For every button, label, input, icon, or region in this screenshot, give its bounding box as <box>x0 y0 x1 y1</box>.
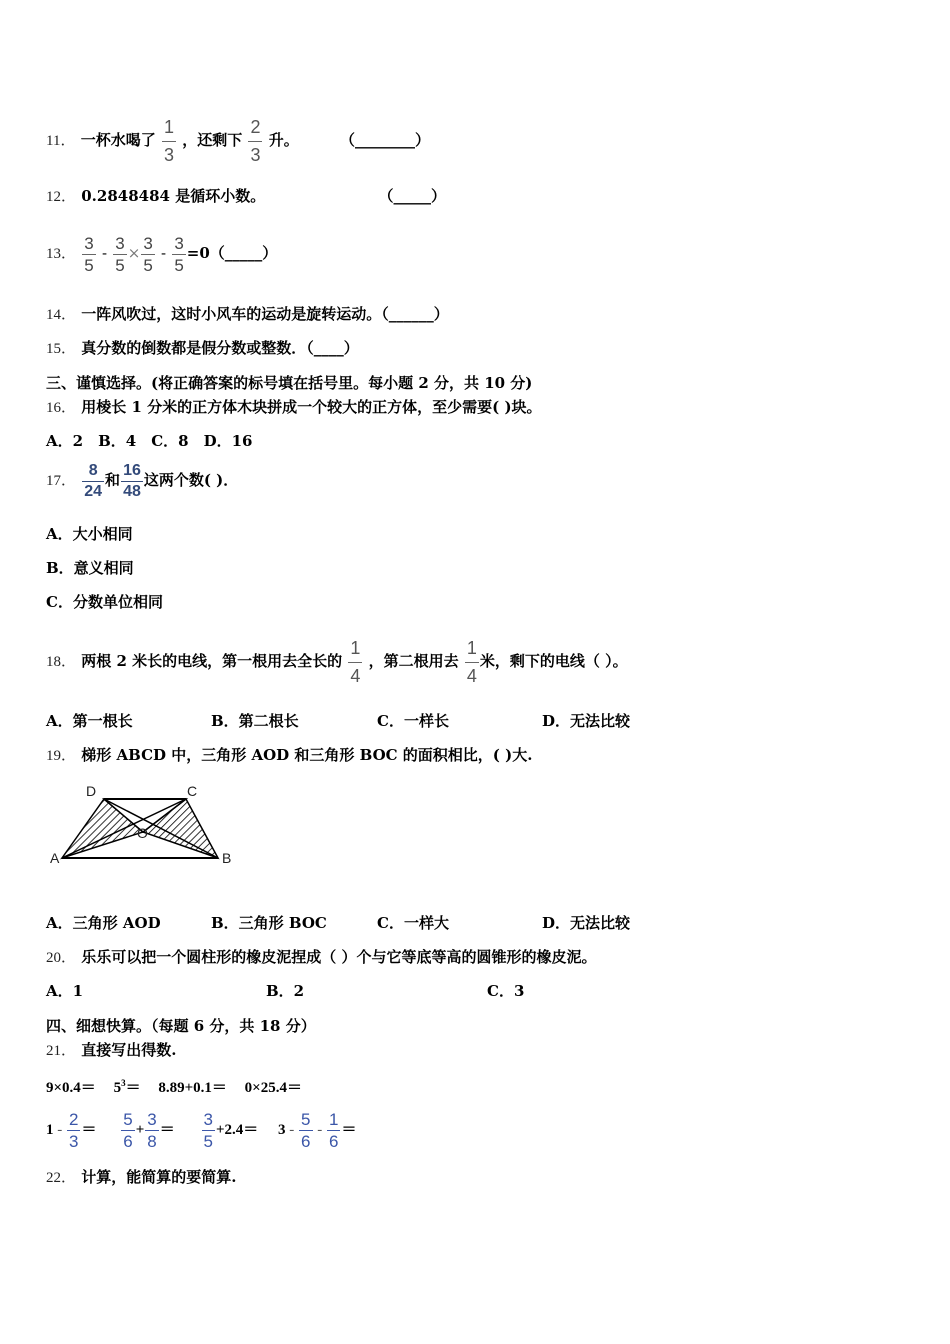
option-d[interactable]: D．无法比较 <box>542 914 631 932</box>
calc-item: $\frac{5}{6}$ + $\frac{3}{8}$ ＝ <box>123 1110 175 1152</box>
question-number: 12． <box>46 189 77 205</box>
option-a[interactable]: A．三角形 AOD <box>46 914 161 932</box>
option-a[interactable]: A．1 <box>46 982 84 1000</box>
option-d[interactable]: D．无法比较 <box>542 712 631 730</box>
fraction-3-5: $\frac{3}{5}$ <box>203 1110 213 1152</box>
calc-item: 1 - $\frac{2}{3}$ ＝ <box>46 1110 97 1152</box>
fraction-5-6: $\frac{5}{6}$ <box>123 1110 133 1152</box>
fraction-3-8: $\frac{3}{8}$ <box>147 1110 157 1152</box>
question-text: 0.2848484 是循环小数。 <box>81 187 266 205</box>
fraction-three-fifths: $\frac{3}{5}$ <box>84 233 94 275</box>
question-13 <box>46 222 277 285</box>
question-text: 直接写出得数. <box>81 1041 177 1059</box>
question-number: 15． <box>46 341 77 357</box>
fraction-three-fifths: $\frac{3}{5}$ <box>174 233 184 275</box>
question-22 <box>46 1167 236 1188</box>
calc-item: 8.89+0.1＝ <box>158 1080 227 1096</box>
minus-sign: - <box>101 244 108 262</box>
question-text: 真分数的倒数都是假分数或整数．（____） <box>81 339 359 357</box>
question-16 <box>46 397 542 418</box>
answer-bracket[interactable]: （________） <box>339 131 430 149</box>
question-text: 两根 2 米长的电线，第一根用去全长的 <box>81 652 343 670</box>
calc-item: $\frac{3}{5}$ +2.4＝ <box>203 1110 259 1152</box>
question-19 <box>46 745 532 766</box>
question-text: 升。 <box>268 131 299 149</box>
question-text: 用棱长 1 分米的正方体木块拼成一个较大的正方体，至少需要( )块。 <box>81 398 542 416</box>
section-heading: 三、谨慎选择。(将正确答案的标号填在括号里。每小题 2 分，共 10 分) <box>46 374 533 392</box>
question-text: 米，剩下的电线（ ）。 <box>479 652 628 670</box>
question-text: ，第二根用去 <box>368 652 459 670</box>
question-number: 18． <box>46 654 77 670</box>
question-20 <box>46 947 596 968</box>
fraction-one-third: $\frac{1}{3}$ <box>163 117 174 165</box>
question-text: =0（_____） <box>186 244 278 262</box>
calc-row-2 <box>46 1106 356 1154</box>
fraction-three-fifths: $\frac{3}{5}$ <box>115 233 125 275</box>
option-b[interactable]: B．意义相同 <box>46 559 134 577</box>
and-text: 和 <box>105 471 121 489</box>
question-17 <box>46 458 238 503</box>
option-a[interactable]: A．第一根长 <box>46 712 133 730</box>
question-text: 计算，能简算的要简算. <box>81 1168 237 1186</box>
fraction-8-24: $\frac{8}{24}$ <box>84 461 103 500</box>
answer-bracket[interactable]: （_____） <box>378 187 446 205</box>
option-c[interactable]: C．分数单位相同 <box>46 593 163 611</box>
calc-row-1 <box>46 1073 302 1098</box>
calc-item: 9×0.4＝ <box>46 1080 96 1096</box>
option-b[interactable]: B．第二根长 <box>211 712 299 730</box>
option-b[interactable]: B．三角形 BOC <box>211 914 327 932</box>
calc-item: 0×25.4＝ <box>244 1080 302 1096</box>
question-number: 11． <box>46 133 76 149</box>
question-number: 14． <box>46 307 77 323</box>
question-number: 13． <box>46 246 77 262</box>
fraction-2-3: $\frac{2}{3}$ <box>69 1110 79 1152</box>
question-text: 乐乐可以把一个圆柱形的橡皮泥捏成（ ）个与它等底等高的圆锥形的橡皮泥。 <box>81 948 597 966</box>
label-a: A <box>50 850 60 866</box>
question-number: 22． <box>46 1170 77 1186</box>
question-number: 20． <box>46 950 77 966</box>
question-11 <box>46 118 430 164</box>
fraction-5-6: $\frac{5}{6}$ <box>301 1110 311 1152</box>
question-text: 一杯水喝了 <box>80 131 156 149</box>
fraction-one-quarter: $\frac{1}{4}$ <box>350 638 361 686</box>
question-number: 16． <box>46 400 77 416</box>
question-15 <box>46 338 359 359</box>
times-sign: × <box>127 244 141 262</box>
label-c: C <box>187 783 198 799</box>
section-heading: 四、细想快算。（每题 6 分，共 18 分） <box>46 1017 316 1035</box>
option-a[interactable]: A．大小相同 <box>46 525 133 543</box>
question-number: 17． <box>46 473 77 489</box>
option-b[interactable]: B．2 <box>266 982 305 1000</box>
fraction-one-quarter: $\frac{1}{4}$ <box>466 638 477 686</box>
question-number: 19． <box>46 748 77 764</box>
label-d: D <box>86 783 97 799</box>
options-row: A．2 B．4 C．8 D．16 <box>46 432 253 450</box>
question-14 <box>46 304 449 325</box>
calc-item: $5^3=$ <box>113 1078 141 1096</box>
question-text: 这两个数( )． <box>143 471 239 489</box>
fraction-three-fifths: $\frac{3}{5}$ <box>143 233 153 275</box>
label-o: O <box>137 825 148 841</box>
question-12 <box>46 186 446 207</box>
question-text: ，还剩下 <box>182 131 243 149</box>
calc-item: 3 - $\frac{5}{6}$ - $\frac{1}{6}$ ＝ <box>278 1110 357 1152</box>
trapezoid-figure <box>46 780 246 870</box>
question-text: 一阵风吹过，这时小风车的运动是旋转运动。（______） <box>81 305 449 323</box>
minus-sign: - <box>161 244 167 262</box>
question-21 <box>46 1040 176 1061</box>
question-18 <box>46 626 628 697</box>
option-c[interactable]: C．3 <box>487 982 525 1000</box>
option-c[interactable]: C．一样长 <box>377 712 449 730</box>
fraction-two-thirds: $\frac{2}{3}$ <box>250 117 261 165</box>
label-b: B <box>222 850 232 866</box>
question-text: 梯形 ABCD 中，三角形 AOD 和三角形 BOC 的面积相比，( )大. <box>81 746 533 764</box>
fraction-1-6: $\frac{1}{6}$ <box>329 1110 339 1152</box>
question-number: 21． <box>46 1043 77 1059</box>
fraction-16-48: $\frac{16}{48}$ <box>123 461 141 500</box>
option-c[interactable]: C．一样大 <box>377 914 449 932</box>
